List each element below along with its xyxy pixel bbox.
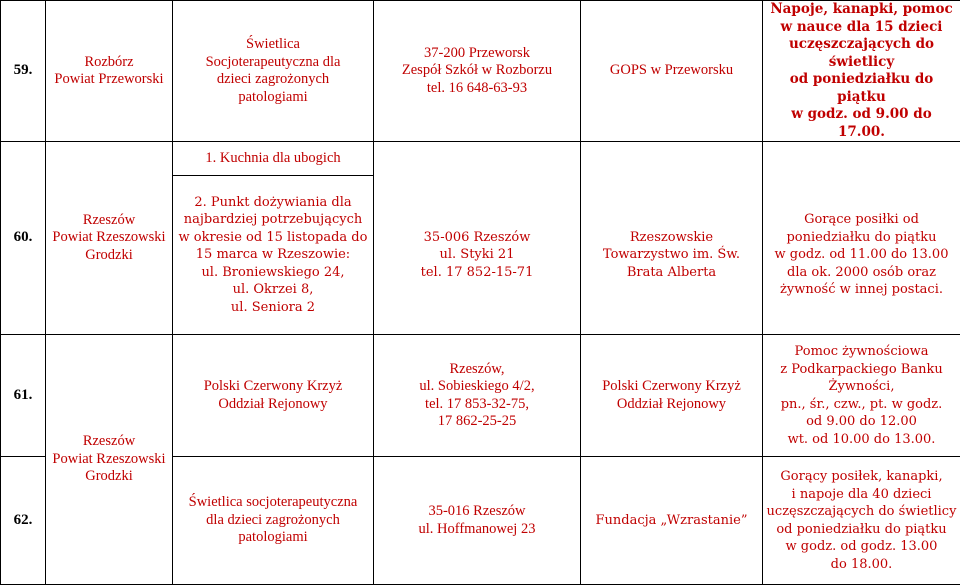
location-city: Rzeszów bbox=[49, 433, 169, 451]
operator-cell: GOPS w Przeworsku bbox=[581, 1, 763, 142]
organization-cell: Świetlica Socjoterapeutyczna dla dzieci zagrożonych patologiami bbox=[173, 1, 374, 142]
row-number: 59. bbox=[1, 1, 46, 142]
location-city: Rzeszów bbox=[49, 212, 169, 230]
location-county: Powiat Przeworski bbox=[49, 71, 169, 89]
location-cell bbox=[46, 1, 173, 142]
address-cell: Rzeszów, ul. Sobieskiego 4/2, tel. 17 853-32-75, 17 862-25-25 bbox=[374, 335, 581, 457]
organization-cell bbox=[173, 142, 374, 335]
organization-header: 1. Kuchnia dla ubogich bbox=[173, 142, 373, 176]
location-county: Powiat Rzeszowski Grodzki bbox=[49, 229, 169, 264]
table-row-60 bbox=[1, 142, 960, 335]
row-number: 61. bbox=[1, 335, 46, 457]
operator-cell: Fundacja „Wzrastanie” bbox=[581, 457, 763, 585]
address-cell: 37-200 Przeworsk Zespół Szkół w Rozborzu tel. 16 648-63-93 bbox=[374, 1, 581, 142]
operator-cell: Polski Czerwony Krzyż Oddział Rejonowy bbox=[581, 335, 763, 457]
help-cell: Gorący posiłek, kanapki, i napoje dla 40 dzieci uczęszczających do świetlicy od poniedziałku do piątku w godz. od godz. 13.00 do 18.00. bbox=[763, 457, 960, 585]
help-cell: Napoje, kanapki, pomoc w nauce dla 15 dzieci uczęszczających do świetlicy od poniedziałku do piątku w godz. od 9.00 do 17.00. bbox=[763, 1, 960, 142]
table-row-59 bbox=[1, 1, 960, 142]
location-cell bbox=[46, 142, 173, 335]
operator-cell: Rzeszowskie Towarzystwo im. Św. Brata Alberta bbox=[581, 142, 763, 335]
location-cell bbox=[46, 335, 173, 585]
table-row-61 bbox=[1, 335, 960, 457]
address-cell: 35-016 Rzeszów ul. Hoffmanowej 23 bbox=[374, 457, 581, 585]
row-number: 60. bbox=[1, 142, 46, 335]
address-cell: 35-006 Rzeszów ul. Styki 21 tel. 17 852-15-71 bbox=[374, 142, 581, 335]
location-county: Powiat Rzeszowski Grodzki bbox=[49, 451, 169, 486]
row-number: 62. bbox=[1, 457, 46, 585]
organization-cell: Polski Czerwony Krzyż Oddział Rejonowy bbox=[173, 335, 374, 457]
help-cell: Gorące posiłki od poniedziałku do piątku w godz. od 11.00 do 13.00 dla ok. 2000 osób oraz żywność w innej postaci. bbox=[763, 142, 960, 335]
organization-details: 2. Punkt dożywiania dla najbardziej potrzebujących w okresie od 15 listopada do 15 marca w Rzeszowie: ul. Broniewskiego 24, ul. Okrzei 8, ul. Seniora 2 bbox=[173, 176, 373, 334]
location-city: Rozbórz bbox=[49, 54, 169, 72]
help-cell: Pomoc żywnościowa z Podkarpackiego Banku Żywności, pn., śr., czw., pt. w godz. od 9.00 do 12.00 wt. od 10.00 do 13.00. bbox=[763, 335, 960, 457]
organization-cell: Świetlica socjoterapeutyczna dla dzieci zagrożonych patologiami bbox=[173, 457, 374, 585]
